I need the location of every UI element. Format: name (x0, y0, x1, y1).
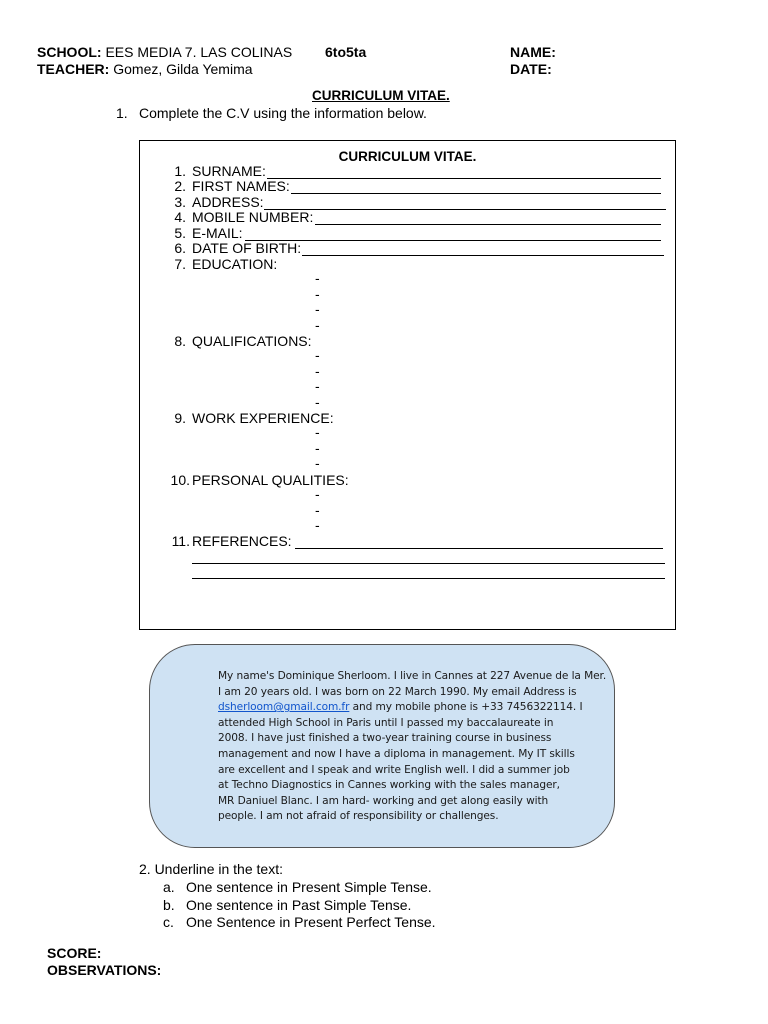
reading-line-rest: and my mobile phone is +33 7456322114. I (349, 701, 583, 714)
instruction-2-item: One sentence in Past Simple Tense. (186, 897, 412, 913)
date-label: DATE: (510, 61, 552, 77)
instruction-2-text: 2. Underline in the text: (139, 861, 283, 877)
education-dash: - (315, 286, 320, 302)
qualifications-dash: - (315, 363, 320, 379)
field-label: EDUCATION: (192, 256, 278, 272)
dob-blank-line[interactable] (302, 255, 664, 256)
references-blank-line[interactable] (295, 548, 663, 549)
teacher-value: Gomez, Gilda Yemima (113, 61, 253, 77)
reading-line: 2008. I have just finished a two-year training course in business (218, 732, 552, 745)
instruction-2-item: One Sentence in Present Perfect Tense. (186, 914, 436, 930)
field-number: 8. (174, 333, 186, 349)
field-label: MOBILE NUMBER: (192, 209, 314, 225)
field-label: E-MAIL: (192, 225, 243, 241)
instruction-1-text: Complete the C.V using the information below. (139, 105, 427, 121)
instruction-2-letter: b. (163, 897, 175, 913)
instruction-1-number: 1. (116, 105, 128, 121)
teacher-label: TEACHER: (37, 61, 110, 77)
work-experience-dash: - (315, 455, 320, 471)
personal-qualities-dash: - (315, 517, 320, 533)
field-number: 5. (174, 225, 186, 241)
score-label: SCORE: (47, 945, 102, 961)
field-number: 11. (171, 533, 190, 549)
reading-line: people. I am not afraid of responsibility or challenges. (218, 810, 499, 823)
field-number: 2. (174, 178, 186, 194)
instruction-2-item: One sentence in Present Simple Tense. (186, 879, 432, 895)
reading-line: My name's Dominique Sherloom. I live in Cannes at 227 Avenue de la Mer. (218, 670, 607, 682)
field-label: WORK EXPERIENCE: (192, 410, 334, 426)
education-dash: - (315, 301, 320, 317)
education-dash: - (315, 270, 320, 286)
field-label: PERSONAL QUALITIES: (192, 472, 349, 488)
field-number: 6. (174, 240, 186, 256)
reading-line: management and now I have a diploma in management. My IT skills (218, 747, 575, 760)
reading-text (218, 669, 607, 825)
personal-qualities-dash: - (315, 502, 320, 518)
field-label: REFERENCES: (192, 533, 292, 549)
address-blank-line[interactable] (264, 209, 666, 210)
field-label: FIRST NAMES: (192, 178, 290, 194)
reading-line-email (218, 700, 600, 716)
instruction-2-letter: c. (163, 914, 174, 930)
email-link[interactable]: dsherloom@gmail.com.fr (218, 701, 350, 714)
qualifications-dash: - (315, 347, 320, 363)
name-label: NAME: (510, 44, 556, 60)
field-number: 3. (174, 194, 186, 210)
education-dash: - (315, 317, 320, 333)
field-number: 9. (174, 410, 186, 426)
cv-form-title: CURRICULUM VITAE. (338, 149, 477, 164)
reading-line: are excellent and I speak and write English well. I did a summer job (218, 763, 570, 776)
school-label: SCHOOL: (37, 44, 102, 60)
instruction-2-letter: a. (163, 879, 175, 895)
observations-label: OBSERVATIONS: (47, 962, 162, 978)
mobile-blank-line[interactable] (315, 224, 661, 225)
references-blank-line[interactable] (192, 563, 665, 564)
page-title: CURRICULUM VITAE. (312, 88, 450, 103)
personal-qualities-dash: - (315, 486, 320, 502)
field-number: 4. (174, 209, 186, 225)
school-value: EES MEDIA 7. LAS COLINAS (105, 44, 293, 60)
first-names-blank-line[interactable] (291, 193, 661, 194)
references-blank-line[interactable] (192, 578, 665, 579)
field-label: ADDRESS: (192, 194, 264, 210)
school-line (37, 44, 292, 60)
surname-blank-line[interactable] (267, 178, 661, 179)
qualifications-dash: - (315, 394, 320, 410)
field-label: DATE OF BIRTH: (192, 240, 302, 256)
reading-text-bubble (149, 644, 615, 848)
teacher-line (37, 61, 253, 77)
grade: 6to5ta (325, 44, 367, 60)
work-experience-dash: - (315, 424, 320, 440)
field-label: SURNAME: (192, 163, 266, 179)
qualifications-dash: - (315, 378, 320, 394)
reading-line: at Techno Diagnostics in Cannes working with the sales manager, (218, 779, 560, 792)
reading-line: I am 20 years old. I was born on 22 March 1990. My email Address is (218, 685, 577, 698)
work-experience-dash: - (315, 440, 320, 456)
reading-line: attended High School in Paris until I passed my baccalaureate in (218, 716, 554, 729)
cv-form-box (139, 140, 676, 630)
reading-line: MR Daniuel Blanc. I am hard- working and get along easily with (218, 794, 549, 807)
field-number: 7. (174, 256, 186, 272)
field-label: QUALIFICATIONS: (192, 333, 312, 349)
field-number: 1. (174, 163, 186, 179)
email-blank-line[interactable] (245, 240, 661, 241)
field-number: 10. (170, 472, 190, 488)
